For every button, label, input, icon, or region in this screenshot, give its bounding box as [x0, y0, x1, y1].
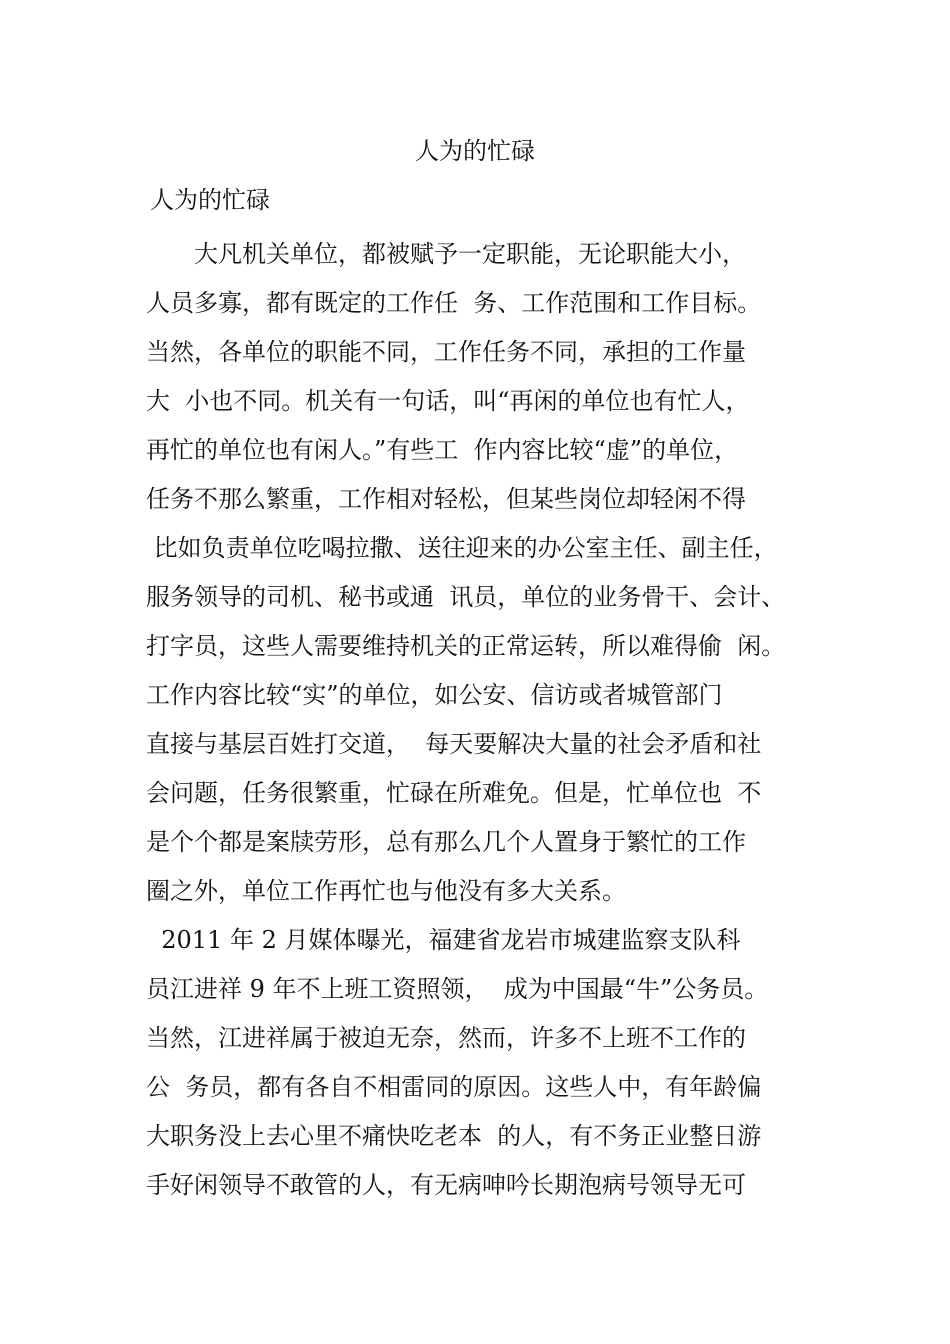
body-line-16: 员江进祥 9 年不上班工资照领， 成为中国最“牛”公务员。 [146, 975, 769, 1003]
body-line-2: 人员多寡，都有既定的工作任 务、工作范围和工作目标。 [146, 289, 762, 317]
body-line-12: 会问题，任务很繁重，忙碌在所难免。但是，忙单位也 不 [146, 779, 762, 807]
body-line-9: 打字员，这些人需要维持机关的正常运转，所以难得偷 闲。 [146, 632, 786, 660]
body-line-19: 大职务没上去心里不痛快吃老本 的人，有不务正业整日游 [146, 1122, 762, 1150]
body-line-13: 是个个都是案牍劳形，总有那么几个人置身于繁忙的工作 [146, 828, 746, 856]
document-title: 人为的忙碌 [415, 137, 535, 165]
body-line-1: 大凡机关单位，都被赋予一定职能，无论职能大小， [146, 240, 746, 268]
body-line-11: 直接与基层百姓打交道， 每天要解决大量的社会矛盾和社 [146, 730, 762, 758]
body-line-20: 手好闲领导不敢管的人，有无病呻吟长期泡病号领导无可 [146, 1171, 746, 1199]
document-subtitle: 人为的忙碌 [150, 186, 270, 214]
body-line-15: 2011 年 2 月媒体曝光，福建省龙岩市城建监察支队科 [146, 926, 741, 954]
body-line-4: 大 小也不同。机关有一句话，叫“再闲的单位也有忙人， [146, 387, 750, 415]
body-line-14: 圈之外，单位工作再忙也与他没有多大关系。 [146, 877, 626, 905]
body-line-18: 公 务员，都有各自不相雷同的原因。这些人中，有年龄偏 [146, 1073, 762, 1101]
body-line-7: 比如负责单位吃喝拉撒、送往迎来的办公室主任、副主任， [146, 534, 778, 562]
body-line-6: 任务不那么繁重，工作相对轻松，但某些岗位却轻闲不得 [146, 485, 746, 513]
body-line-8: 服务领导的司机、秘书或通 讯员，单位的业务骨干、会计、 [146, 583, 786, 611]
body-line-5: 再忙的单位也有闲人。”有些工 作内容比较“虚”的单位， [146, 436, 739, 464]
body-line-17: 当然，江进祥属于被迫无奈，然而，许多不上班不工作的 [146, 1024, 746, 1052]
body-line-10: 工作内容比较“实”的单位，如公安、信访或者城管部门 [146, 681, 723, 709]
body-line-3: 当然，各单位的职能不同，工作任务不同，承担的工作量 [146, 338, 746, 366]
